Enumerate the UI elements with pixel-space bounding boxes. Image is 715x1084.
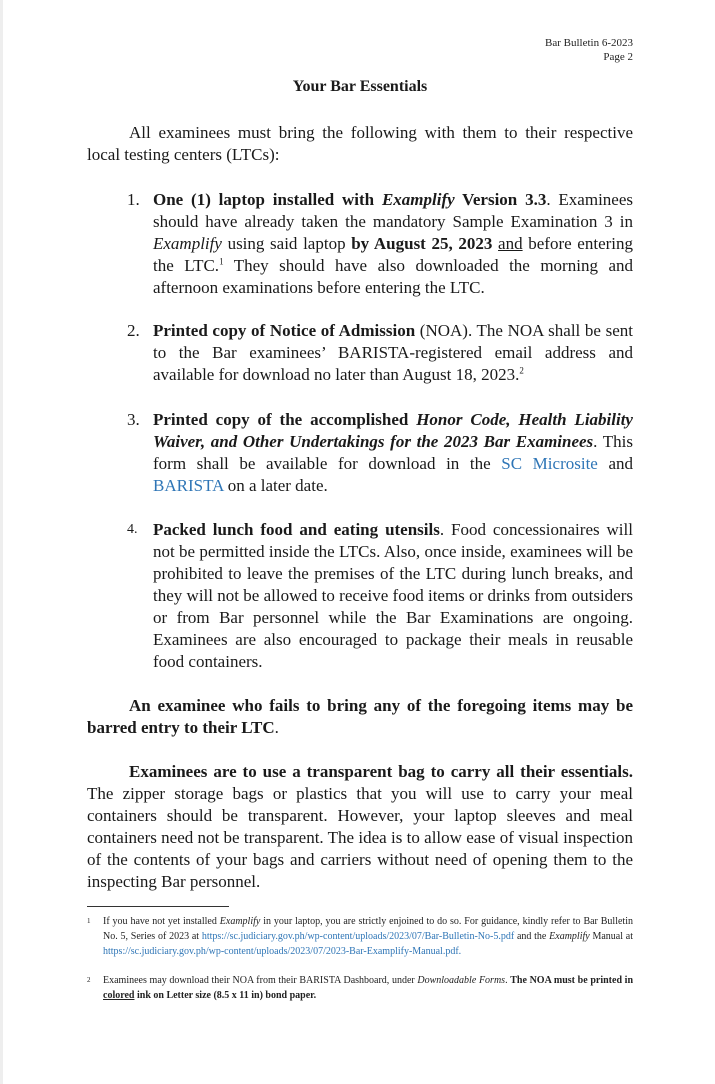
sc-microsite-link[interactable]: SC Microsite	[501, 454, 598, 473]
item-text: Printed copy of the accomplished Honor Code, Health Liability Waiver, and Other Undertakings for the 2023 Bar Examinees. This form shall be available for download in the SC Microsite and BARISTA on a later date.	[153, 410, 633, 495]
footnote-ref-2[interactable]: 2	[519, 365, 524, 376]
barista-link[interactable]: BARISTA	[153, 476, 224, 495]
intro-paragraph: All examinees must bring the following with them to their respective local testing centers (LTCs):	[87, 123, 633, 164]
examplify-manual-link[interactable]: https://sc.judiciary.gov.ph/wp-content/uploads/2023/07/2023-Bar-Examplify-Manual.pdf	[103, 946, 459, 957]
essentials-item-4	[127, 519, 633, 673]
essentials-item-1	[127, 189, 633, 299]
footnote-text: Examinees may download their NOA from their BARISTA Dashboard, under Downloadable Forms. The NOA must be printed in colored ink on Letter size (8.5 x 11 in) bond paper.	[103, 975, 634, 1001]
footnote-1	[87, 914, 633, 959]
item-heading: Printed copy of the accomplished	[153, 410, 417, 429]
essentials-item-3	[127, 409, 633, 497]
page-number: Page 2	[603, 51, 633, 63]
item-heading-version: Version 3.3	[454, 190, 547, 209]
item-text: Printed copy of Notice of Admission (NOA). The NOA shall be sent to the Bar examinees’ BARISTA-registered email address and available for download no later than August 18, 2023.$^2$	[153, 321, 633, 384]
item-heading: Printed copy of Notice of Admission	[153, 321, 416, 340]
item-heading-italic: Examplify	[381, 190, 455, 209]
item-text: Packed lunch food and eating utensils. Food concessionaires will not be permitted inside the LTCs. Also, once inside, examinees will be prohibited to leave the premises of the LTC during lunch breaks, and they will not be allowed to receive food items or drinks from outsiders or from Bar personnel while the Bar Examinations are ongoing. Examinees are also encouraged to package their meals in reusable food containers.	[153, 520, 633, 671]
item-heading-italic: Honor Code, Health Liability Waiver, and Other Undertakings for the 2023 Bar Examinees	[153, 410, 633, 451]
bag-heading: Examinees are to use a transparent bag to carry all their essentials.	[129, 762, 633, 781]
footnote-text: If you have not yet installed Examplify in your laptop, you are strictly enjoined to do so. For guidance, kindly refer to Bar Bulletin No. 5, Series of 2023 at https://sc.judiciary.gov.ph/wp-content/uploads/2023/07/Bar-Bulletin-No-5.pdf and the Examplify Manual at https://sc.judiciary.gov.ph/wp-content/uploads/2023/07/2023-Bar-Examplify-Manual.pdf.	[103, 916, 633, 957]
item-number: 2.	[127, 321, 140, 340]
warning-paragraph: An examinee who fails to bring any of the foregoing items may be barred entry to their LTC.	[87, 696, 633, 737]
page-header	[545, 36, 633, 64]
item-heading: Packed lunch food and eating utensils	[153, 520, 440, 539]
item-number: 1.	[127, 190, 140, 209]
item-number: 4.	[127, 522, 138, 537]
footnote-ref-1[interactable]: 1	[219, 256, 224, 267]
transparent-bag-paragraph: Examinees are to use a transparent bag to carry all their essentials. The zipper storage bags or plastics that you will use to carry your meal containers should be transparent. However, your laptop sleeves and meal containers need not be transparent. The idea is to allow ease of visual inspection of the contents of your bags and carriers without need of opening them to the inspecting Bar personnel.	[87, 762, 633, 891]
bulletin-label: Bar Bulletin 6-2023	[545, 37, 633, 49]
footnote-number: 1	[87, 917, 91, 925]
bar-bulletin-5-link[interactable]: https://sc.judiciary.gov.ph/wp-content/uploads/2023/07/Bar-Bulletin-No-5.pdf	[201, 931, 515, 942]
essentials-item-2	[127, 320, 633, 386]
footnote-2	[87, 973, 633, 1003]
item-number: 3.	[127, 410, 140, 429]
item-heading: One (1) laptop installed with	[153, 190, 382, 209]
deadline-date: by August 25, 2023	[351, 234, 493, 253]
footnote-number: 2	[87, 976, 91, 984]
section-title: Your Bar Essentials	[292, 78, 428, 95]
item-text: One (1) laptop installed with Examplify Version 3.3. Examinees should have already taken the mandatory Sample Examination 3 in Examplify using said laptop by August 25, 2023 and before entering the LTC.$^1$ They should have also downloaded the morning and afternoon examinations before entering the LTC.	[153, 190, 633, 297]
footnote-divider	[87, 906, 229, 907]
